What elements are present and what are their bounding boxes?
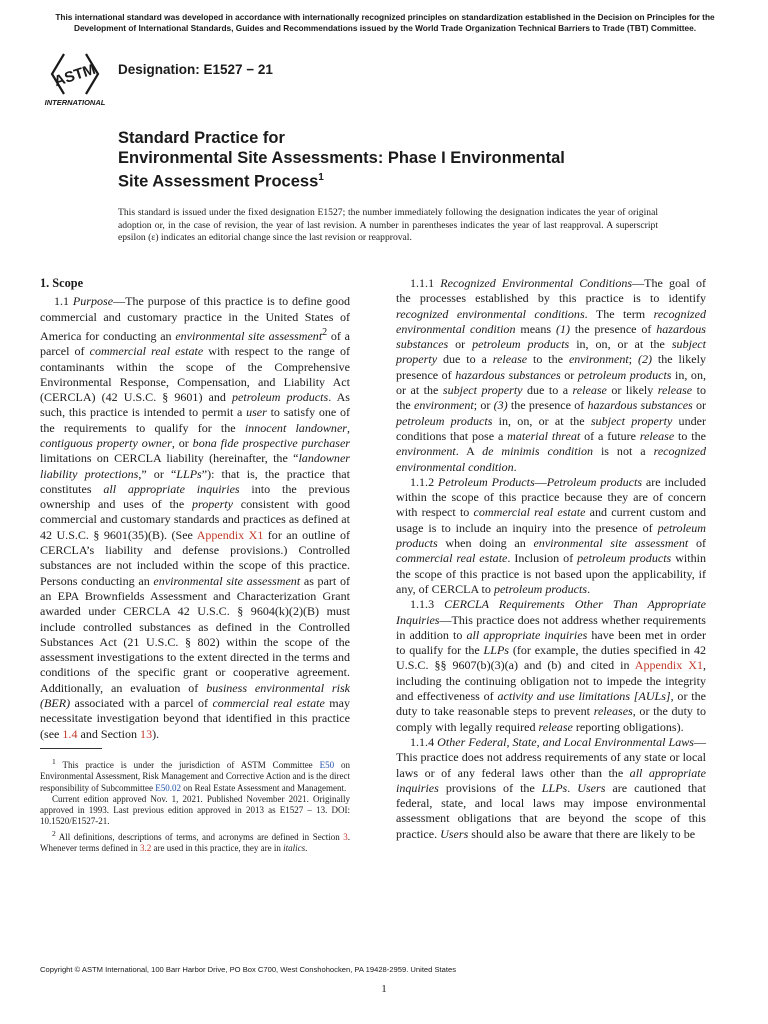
title-footnote-mark: 1 (318, 172, 324, 183)
issued-note: This standard is issued under the fixed designation E1527; the number immediately following the designation indicates the year of original adoption or, in the case of revision, the year of last revision. A number in parentheses indicates the year of last reapproval. A superscript epsilon (ε) indicates an editorial change since the last revision or reapproval. (118, 207, 658, 243)
wto-notice: This international standard was developed in accordance with internationally recognized principles on standardization established in the Decision on Principles for the Development of International Standards, Guides and Recommendations issued by the World Trade Organization Technical Barriers to Trade (TBT) Committee. (55, 12, 715, 33)
page-number: 1 (381, 983, 387, 995)
paragraph-1-1-2: 1.1.2 Petroleum Products—Petroleum products are included within the scope of this practice because they are of concern with respect to commercial real estate and current custom and usage is to include an inquiry into the presence of petroleum products when doing an environmental site assessment of commercial real estate. Inclusion of petroleum products within the scope of this practice is not based upon the applicability, if any, of CERCLA to petroleum products. (396, 474, 707, 596)
astm-logo (42, 48, 108, 108)
section-heading-scope: 1. Scope (40, 276, 84, 290)
title-line-3-text: Site Assessment Process (118, 172, 319, 191)
footnote-2: $^2$ All definitions, descriptions of terms, and acronyms are defined in Section 3. Whenever terms defined in 3.2 are used in this practice, they are in italics. (40, 828, 350, 854)
title-line-3 (118, 168, 678, 192)
footnote-1-edition: Current edition approved Nov. 1, 2021. Published November 2021. Originally approved in 1993. Last previous edition approved in 2013 as E1527 – 13. DOI: 10.1520/E1527-21. (40, 793, 350, 827)
left-column (40, 276, 350, 742)
document-title (118, 128, 678, 192)
right-column (396, 276, 706, 842)
title-line-1: Standard Practice for (118, 129, 285, 147)
footnote-rule (40, 748, 102, 749)
designation: Designation: E1527 − 21 (118, 62, 273, 77)
title-line-2: Environmental Site Assessments: Phase I Environmental (118, 149, 565, 167)
footnotes (40, 756, 350, 854)
paragraph-1-1: 1.1 Purpose—The purpose of this practice is to define good commercial and customary practice in the United States of America for conducting an environmental site assessment$^2$ of a parcel of commercial real estate with respect to the range of contaminants within the scope of the Comprehensive Environmental Response, Compensation, and Liability Act (CERCLA) (42 U.S.C. § 9601) and petroleum products. As such, this practice is intended to permit a user to satisfy one of the requirements to qualify for the innocent landowner, contiguous property owner, or bona fide prospective purchaser limitations on CERCLA liability (hereinafter, the “landowner liability protections,” or “LLPs”): that is, the practice that constitutes all appropriate inquiries into the previous ownership and uses of the property consistent with good commercial and customary standards and practices as defined at 42 U.S.C. § 9601(35)(B). (See Appendix X1 for an outline of CERCLA’s liability and defense provisions.) Controlled substances are not included within the scope of this practice. Persons conducting an environmental site assessment as part of an EPA Brownfields Assessment and Characterization Grant awarded under CERCLA 42 U.S.C. § 9604(k)(2)(B) must include controlled substances as defined in the Controlled Substances Act (21 U.S.C. § 802) within the scope of the assessment investigations to the extent directed in the terms and conditions of the specific grant or cooperative agreement. Additionally, an evaluation of business environmental risk (BER) associated with a parcel of commercial real estate may necessitate investigation beyond that identified in this practice (see 1.4 and Section 13). (40, 294, 351, 741)
logo-subtext: INTERNATIONAL (44, 98, 106, 107)
paragraph-1-1-4: 1.1.4 Other Federal, State, and Local Environmental Laws—This practice does not address requirements of any state or local laws or of any federal laws other than the all appropriate inquiries provisions of the LLPs. Users are cautioned that federal, state, and local laws may impose environmental assessment obligations that are beyond the scope of this practice. Users should also be aware that there are likely to be (396, 734, 706, 841)
logo-text: ASTM (52, 60, 98, 91)
paragraph-1-1-3: 1.1.3 CERCLA Requirements Other Than Appropriate Inquiries—This practice does not address whether requirements in addition to all appropriate inquiries have been met in order to qualify for the LLPs (for example, the duties specified in 42 U.S.C. §§ 9607(b)(3)(a) and (b) and cited in Appendix X1, including the continuing obligation not to impede the integrity and effectiveness of activity and use limitations [AULs], or the duty to take reasonable steps to prevent releases, or the duty to comply with legally required release reporting obligations). (396, 597, 706, 734)
footnote-1: $^1$ This practice is under the jurisdiction of ASTM Committee E50 on Environmental Assessment, Risk Management and Corrective Action and is the direct responsibility of Subcommittee E50.02 on Real Estate Assessment and Management. (40, 757, 350, 793)
paragraph-1-1-1: 1.1.1 Recognized Environmental Conditions—The goal of the processes established by this practice is to identify recognized environmental conditions. The term recognized environmental condition means (1) the presence of hazardous substances or petroleum products in, on, or at the subject property due to a release to the environment; (2) the likely presence of hazardous substances or petroleum products in, on, or at the subject property due to a release or likely release to the environment; or (3) the presence of hazardous substances or petroleum products in, on, or at the subject property under conditions that pose a material threat of a future release to the environment. A de minimis condition is not a recognized environmental condition. (396, 276, 707, 474)
copyright: Copyright © ASTM International, 100 Barr Harbor Drive, PO Box C700, West Conshohocken, PA 19428-2959. United States (40, 965, 457, 974)
